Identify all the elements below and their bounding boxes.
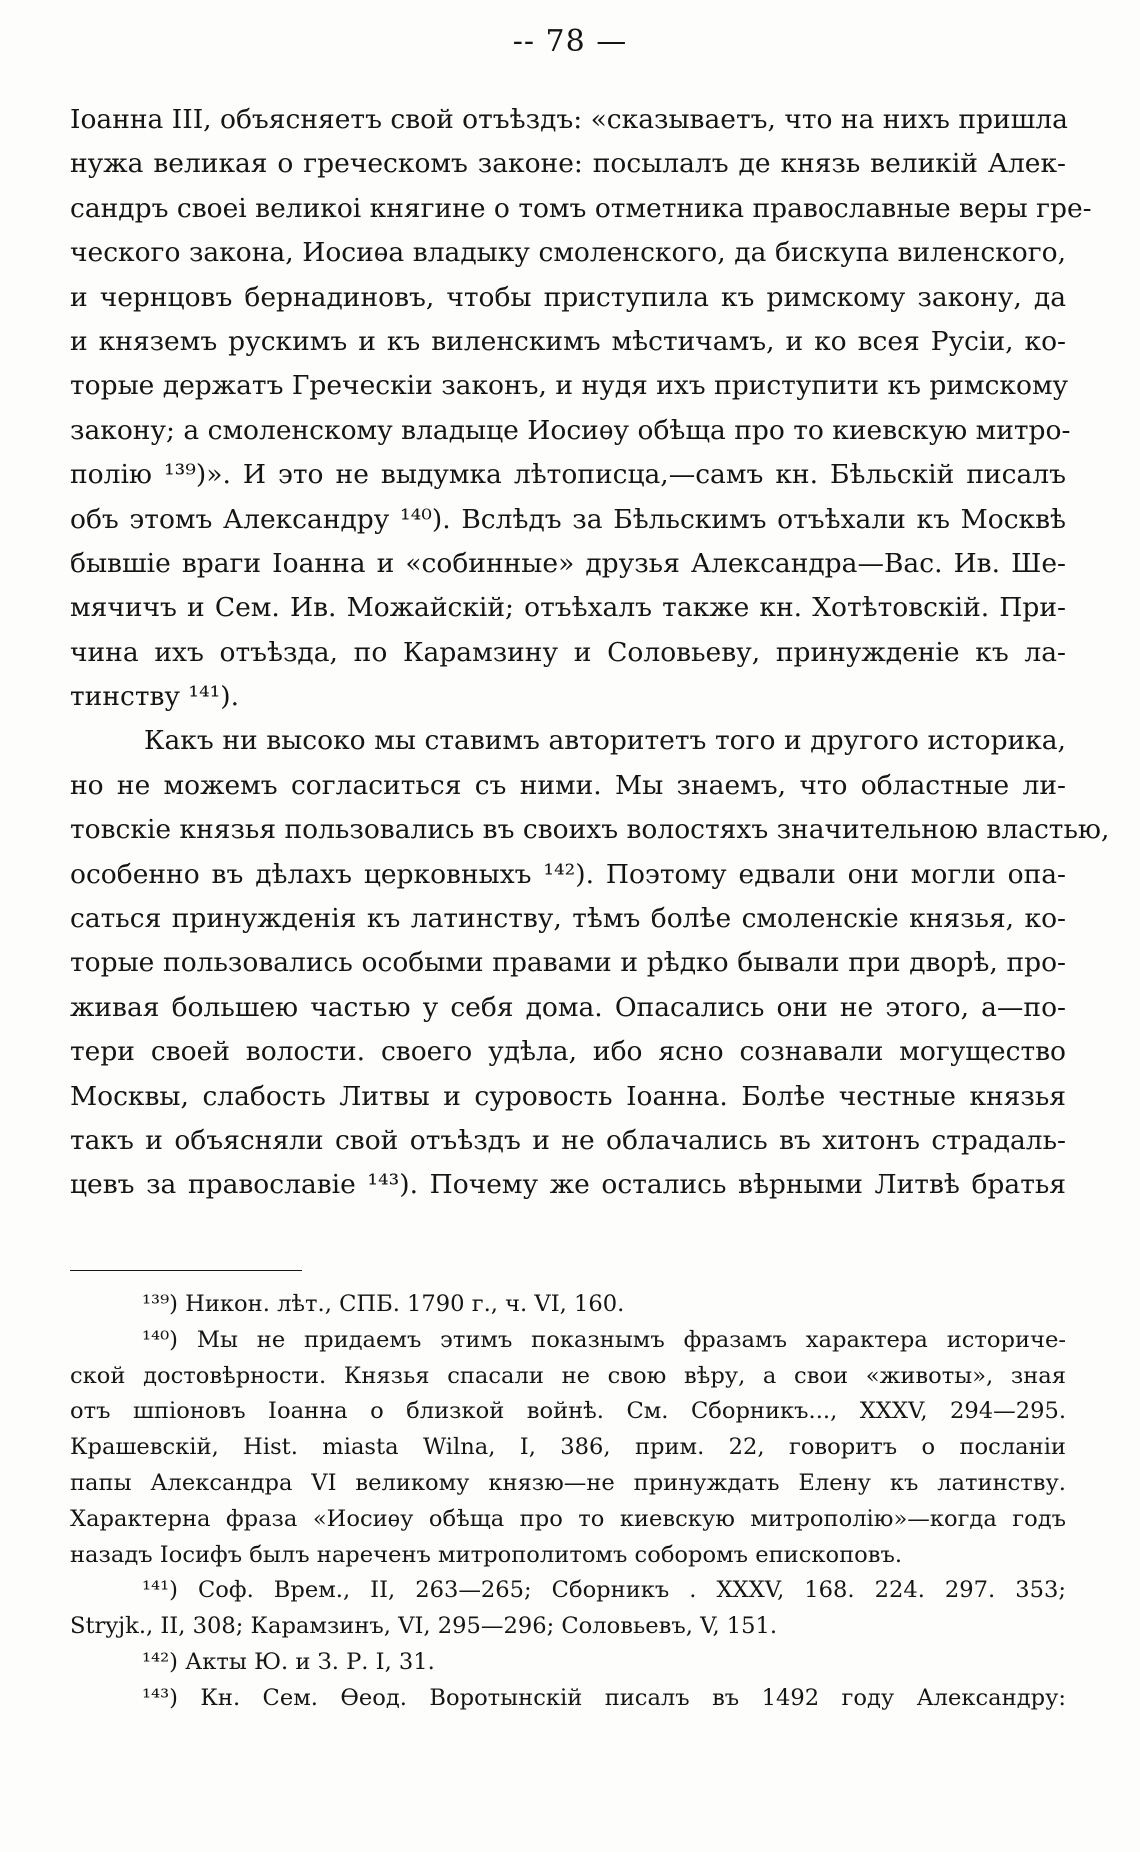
footnote-line: назадъ Іосифъ былъ нареченъ митрополитомъ соборомъ епископовъ. <box>70 1541 903 1568</box>
text-line: тери своей волости. своего удѣла, ибо ясно сознавали могущество <box>70 1036 1066 1068</box>
footnote-line: папы Александра VI великому князю—не принуждать Елену къ латинству. <box>70 1469 1066 1496</box>
text-line: но не можемъ согласиться съ ними. Мы знаемъ, что областные ли- <box>70 769 1066 801</box>
footnote-139: ¹³⁹) Никон. лѣт., СПБ. 1790 г., ч. VI, 160. <box>142 1291 625 1317</box>
text-line: объ этомъ Александру ¹⁴⁰). Вслѣдъ за Бѣльскимъ отъѣхали къ Москвѣ <box>70 503 1066 535</box>
text-line: Іоанна III, объясняетъ свой отъѣздъ: «сказываетъ, что на нихъ пришла <box>70 104 1068 135</box>
footnote-142: ¹⁴²) Акты Ю. и З. Р. I, 31. <box>142 1648 435 1675</box>
text-line: сандръ своеі великоі княгине о томъ отметника православные веры гре- <box>70 192 1092 224</box>
text-line: такъ и объясняли свой отъѣздъ и не облачались въ хитонъ страдаль- <box>70 1124 1066 1156</box>
paragraph-end-line: тинству ¹⁴¹). <box>70 681 240 713</box>
text-line: саться принужденія къ латинству, тѣмъ болѣе смоленскіе князья, ко- <box>70 903 1066 935</box>
page-number: -- 78 — <box>512 24 628 59</box>
text-line: и княземъ рускимъ и къ виленскимъ мѣстичамъ, и ко всея Русіи, ко- <box>70 325 1066 357</box>
text-line: особенно въ дѣлахъ церковныхъ ¹⁴²). Поэтому едвали они могли опа- <box>70 858 1066 890</box>
footnote-line: Stryjk., II, 308; Карамзинъ, VI, 295—296; Соловьевъ, V, 151. <box>70 1613 778 1640</box>
footnote-line: ской достовѣрности. Князья спасали не свою вѣру, а свои «животы», зная <box>70 1362 1066 1389</box>
footnote-143: ¹⁴³) Кн. Сем. Ѳеод. Воротынскій писалъ въ 1492 году Александру: <box>142 1684 1066 1711</box>
footnote-line: Характерна фраза «Иосиѳу обѣща про то киевскую митрополію»—когда годъ <box>70 1505 1066 1532</box>
footnote-141: ¹⁴¹) Соф. Врем., II, 263—265; Сборникъ . XXXV, 168. 224. 297. 353; <box>142 1577 1066 1604</box>
text-line: ческого закона, Иосиѳа владыку смоленского, да бискупа виленского, <box>70 237 1066 269</box>
text-line: бывшіе враги Іоанна и «собинные» друзья Александра—Вас. Ив. Ше- <box>70 547 1066 579</box>
text-line: Москвы, слабость Литвы и суровость Іоанна. Болѣе честные князья <box>70 1080 1066 1112</box>
text-line: чина ихъ отъѣзда, по Карамзину и Соловьеву, принужденіе къ ла- <box>70 636 1066 668</box>
text-line: закону; а смоленскому владыце Иосиѳу обѣща про то киевскую митро- <box>70 414 1071 446</box>
text-line: товскіе князья пользовались въ своихъ волостяхъ значительною властью, <box>70 814 1110 846</box>
footnote-line: отъ шпіоновъ Іоанна о близкой войнѣ. См. Сборникъ..., XXXV, 294—295. <box>70 1398 1066 1425</box>
text-line: торые пользовались особыми правами и рѣдко бывали при дворѣ, про- <box>70 947 1066 979</box>
footnotes <box>70 1287 1066 1717</box>
text-line: торые держатъ Греческіи законъ, и нудя ихъ приступити къ римскому <box>70 370 1069 402</box>
text-line: полію ¹³⁹)». И это не выдумка лѣтописца,—самъ кн. Бѣльскій писалъ <box>70 459 1066 491</box>
footnote-140: ¹⁴⁰) Мы не придаемъ этимъ показнымъ фразамъ характера историче- <box>142 1326 1066 1353</box>
text-line: мячичъ и Сем. Ив. Можайскій; отъѣхалъ также кн. Хотѣтовскій. При- <box>70 592 1066 624</box>
footnote-line: Крашевскій, Hist. miasta Wilna, I, 386, прим. 22, говоритъ о посланіи <box>70 1434 1066 1461</box>
text-line: нужа великая о греческомъ законе: посылалъ де князь великій Алек- <box>70 148 1066 180</box>
text-line: и чернцовъ бернадиновъ, чтобы приступила къ римскому закону, да <box>70 281 1066 313</box>
footnote-divider <box>70 1270 302 1271</box>
text-line: цевъ за православіе ¹⁴³). Почему же остались вѣрными Литвѣ братья <box>70 1169 1066 1201</box>
text-line: живая большею частью у себя дома. Опасались они не этого, а—по- <box>70 991 1066 1023</box>
paragraph-first-line: Какъ ни высоко мы ставимъ авторитетъ того и другого историка, <box>144 725 1066 757</box>
body-text <box>70 98 1110 1208</box>
